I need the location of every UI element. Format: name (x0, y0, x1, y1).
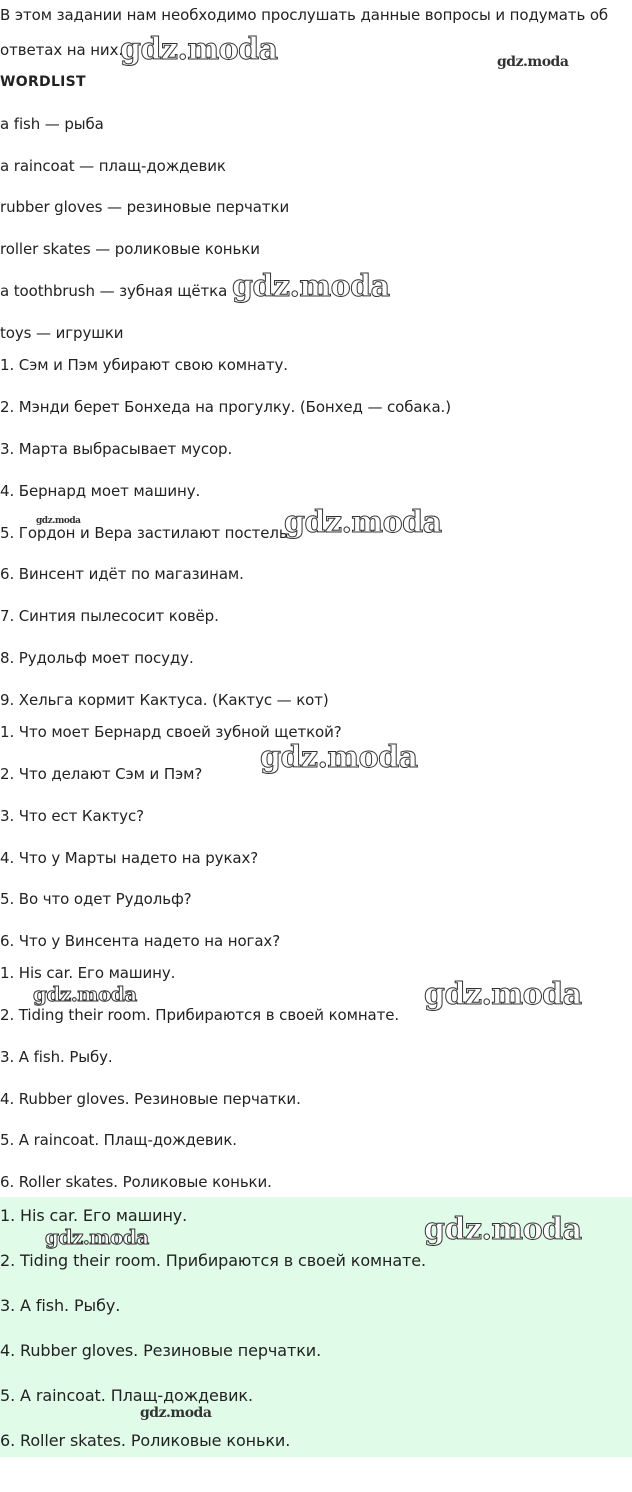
answer-item: 4. Rubber gloves. Резиновые перчатки. (0, 1090, 301, 1108)
watermark-logo: gdz.moda (497, 54, 569, 70)
sentence-item: 8. Рудольф моет посуду. (0, 649, 194, 667)
watermark-logo: gdz.moda (232, 269, 390, 304)
watermark-logo: gdz.moda (33, 982, 137, 1006)
sentence-item: 5. Гордон и Вера застилают постель. (0, 524, 293, 542)
question-item: 1. Что моет Бернард своей зубной щеткой? (0, 723, 342, 741)
intro-text-line1: В этом задании нам необходимо прослушать данные вопросы и подумать об (0, 6, 609, 24)
watermark-logo: gdz.moda (140, 1405, 212, 1421)
wordlist-heading: WORDLIST (0, 74, 86, 90)
answer-item: 3. A fish. Рыбу. (0, 1048, 113, 1066)
watermark-logo: gdz.moda (120, 32, 278, 67)
highlighted-answer-item: 2. Tiding their room. Прибираются в своей комнате. (0, 1251, 427, 1270)
question-item: 2. Что делают Сэм и Пэм? (0, 765, 203, 783)
question-item: 5. Во что одет Рудольф? (0, 890, 192, 908)
watermark-logo: gdz.moda (260, 740, 418, 775)
watermark-logo: gdz.moda (284, 505, 442, 540)
highlighted-answer-item: 3. A fish. Рыбу. (0, 1296, 121, 1315)
wordlist-item: a fish — рыба (0, 115, 104, 133)
sentence-item: 9. Хельга кормит Кактуса. (Кактус — кот) (0, 691, 329, 709)
sentence-item: 1. Сэм и Пэм убирают свою комнату. (0, 356, 288, 374)
highlighted-answer-item: 6. Roller skates. Роликовые коньки. (0, 1431, 291, 1450)
sentence-item: 6. Винсент идёт по магазинам. (0, 565, 244, 583)
watermark-logo: gdz.moda (424, 1212, 582, 1247)
highlighted-answer-item: 5. A raincoat. Плащ-дождевик. (0, 1386, 253, 1405)
intro-text-line2: ответах на них. (0, 41, 124, 59)
question-item: 6. Что у Винсента надето на ногах? (0, 932, 281, 950)
sentence-item: 2. Мэнди берет Бонхеда на прогулку. (Бонхед — собака.) (0, 398, 451, 416)
question-item: 4. Что у Марты надето на руках? (0, 849, 259, 867)
watermark-logo: gdz.moda (45, 1225, 149, 1249)
answer-item: 5. A raincoat. Плащ-дождевик. (0, 1131, 237, 1149)
wordlist-item: a toothbrush — зубная щётка (0, 282, 228, 300)
wordlist-item: roller skates — роликовые коньки (0, 240, 260, 258)
question-item: 3. Что ест Кактус? (0, 807, 144, 825)
sentence-item: 4. Бернард моет машину. (0, 482, 201, 500)
wordlist-item: a raincoat — плащ-дождевик (0, 157, 226, 175)
sentence-item: 7. Синтия пылесосит ковёр. (0, 607, 219, 625)
answer-item: 1. His car. Его машину. (0, 964, 176, 982)
highlighted-answer-item: 1. His car. Его машину. (0, 1206, 188, 1225)
sentence-item: 3. Марта выбрасывает мусор. (0, 440, 233, 458)
wordlist-item: rubber gloves — резиновые перчатки (0, 198, 290, 216)
answer-item: 2. Tiding their room. Прибираются в своей комнате. (0, 1006, 400, 1024)
highlighted-answer-item: 4. Rubber gloves. Резиновые перчатки. (0, 1341, 322, 1360)
answer-item: 6. Roller skates. Роликовые коньки. (0, 1173, 272, 1191)
wordlist-item: toys — игрушки (0, 324, 124, 342)
watermark-logo: gdz.moda (36, 516, 81, 526)
watermark-logo: gdz.moda (424, 977, 582, 1012)
